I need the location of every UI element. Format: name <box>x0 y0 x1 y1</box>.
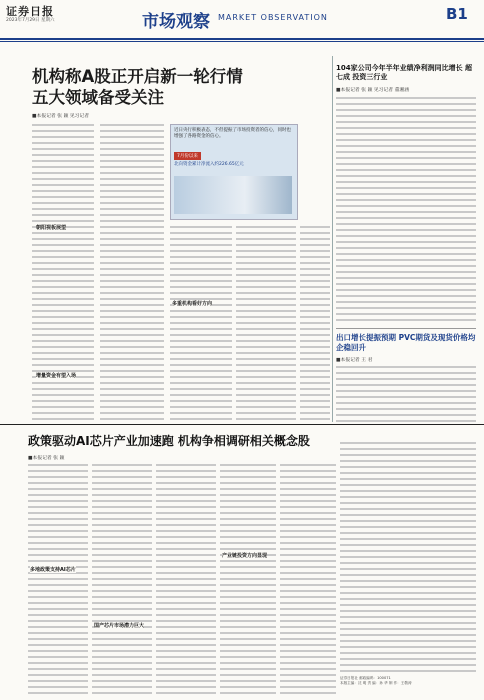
lead-subhead-1: 朝阳视板展望 <box>36 225 67 231</box>
lead-body-col3 <box>170 224 232 422</box>
issue-date: 2023年7月29日 星期六 <box>6 18 55 23</box>
page-number: B1 <box>446 5 468 23</box>
lower-body-col2 <box>92 462 152 694</box>
lower-subhead-3: 产业链投资方向显现 <box>222 553 268 559</box>
illustration-tag: 7月份以来 <box>174 152 201 160</box>
right-byline-1: ■本报记者 张 颖 见习记者 董湘涵 <box>336 88 409 93</box>
lead-subhead-2: 增量资金有望入场 <box>36 373 77 379</box>
masthead-rule <box>0 38 484 40</box>
lower-body-col4 <box>220 462 276 694</box>
right-body-1 <box>336 95 476 325</box>
masthead <box>0 0 484 44</box>
page-footer <box>340 676 480 686</box>
footer-line-1: 证券日报社 邮政编码：100071 <box>340 676 391 680</box>
lower-body-col6 <box>340 440 476 672</box>
right-byline-2: ■本报记者 王 君 <box>336 358 373 363</box>
lead-body-col4 <box>236 224 296 422</box>
right-body-2 <box>336 364 476 422</box>
newspaper-logo: 证券日报 <box>6 5 54 18</box>
lower-subhead-2: 国产芯片市场潜力巨大 <box>94 623 145 629</box>
lower-body-col1 <box>28 462 88 694</box>
section-rule <box>0 424 484 425</box>
footer-line-2: 本版主编：沈 明 责 编：孙 华 制 作：王敬涛 <box>340 681 412 685</box>
masthead-rule-thin <box>0 41 484 42</box>
right-headline-1: 104家公司今年半年业绩净利润同比增长 超七成 投资三行业 <box>336 64 473 81</box>
right-divider <box>336 328 476 329</box>
column-divider <box>332 56 333 422</box>
lower-body-col5 <box>280 462 336 694</box>
lead-headline-line2: 五大领域备受关注 <box>32 88 164 107</box>
lead-subhead-3: 多重机构看好方向 <box>172 301 213 307</box>
lower-subhead-1: 多地政策支持AI芯片 <box>30 567 76 573</box>
right-headline-2: 出口增长提振预期 PVC期货及现货价格均企稳回升 <box>336 333 476 352</box>
section-title: 市场观察 <box>142 12 210 32</box>
illustration-caption: 近日央行积极表态，不但提振了市场投资者的信心，同时也增强了各路资金的信心。 <box>174 128 291 139</box>
lead-headline-line1: 机构称A股正开启新一轮行情 <box>32 67 243 86</box>
illustration-note: 北向资金累计净流入约226.65亿元 <box>174 162 244 167</box>
illustration-image <box>174 176 292 214</box>
lower-body-col3 <box>156 462 216 694</box>
lead-body-col5 <box>300 224 330 422</box>
lead-headline <box>32 66 282 108</box>
lower-byline: ■本报记者 张 颖 <box>28 456 65 461</box>
lead-byline: ■本报记者 张 颖 见习记者 <box>32 114 90 119</box>
section-title-english: MARKET OBSERVATION <box>218 13 328 22</box>
lead-body-col2 <box>100 122 164 422</box>
lower-headline: 政策驱动AI芯片产业加速跑 机构争相调研相关概念股 <box>28 434 310 448</box>
